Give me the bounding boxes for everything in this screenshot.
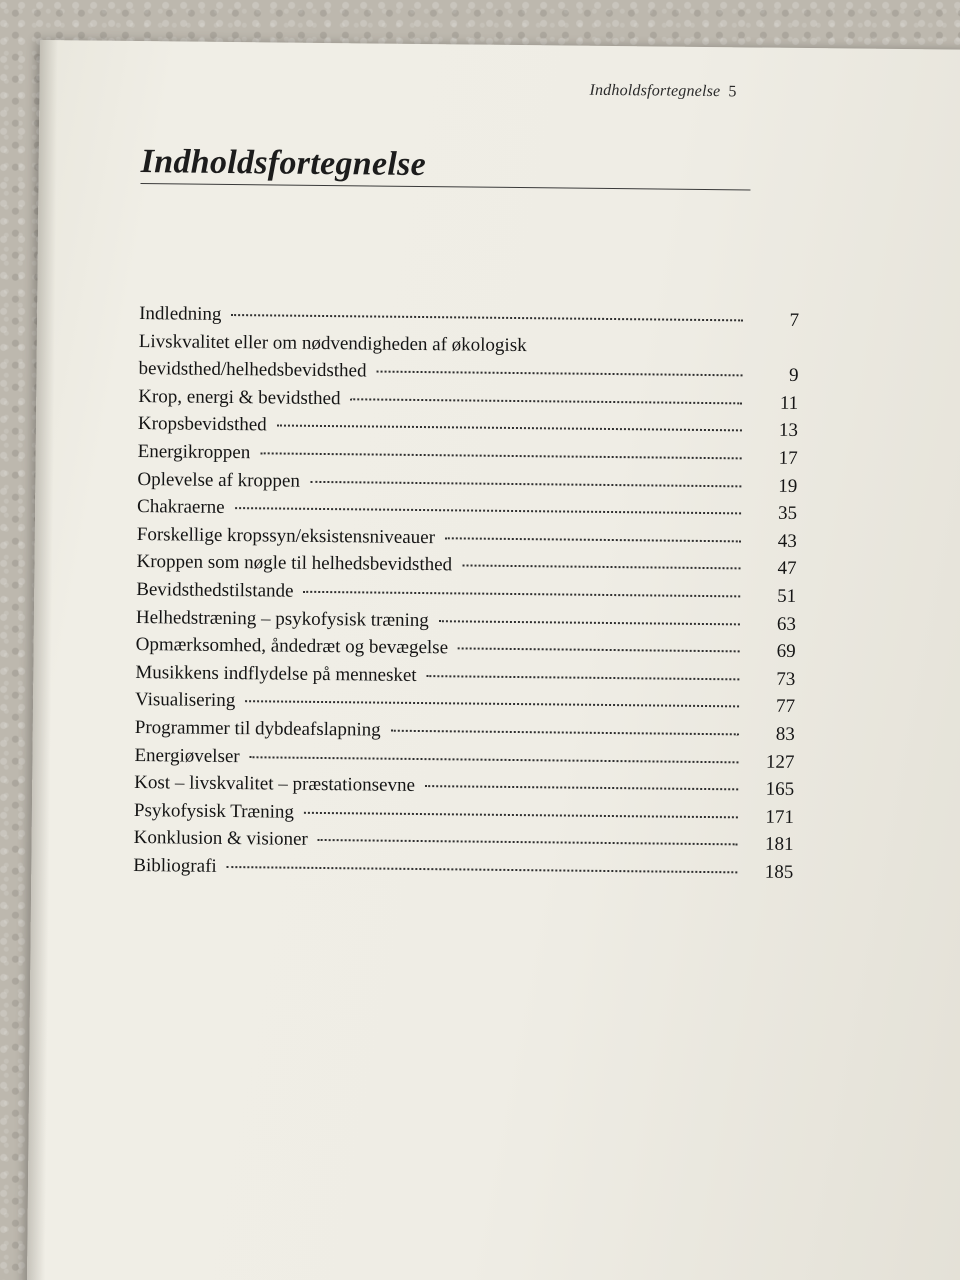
running-head bbox=[589, 82, 736, 102]
toc-dot-leader bbox=[427, 675, 740, 680]
toc-dot-leader bbox=[303, 591, 740, 598]
toc-dot-leader bbox=[537, 347, 743, 349]
page-title: Indholdsfortegnelse bbox=[140, 143, 427, 184]
toc-entry-page-number: 63 bbox=[776, 613, 797, 635]
toc-entry-title: Krop, energi & bevidsthed bbox=[138, 385, 341, 409]
toc-entry-title: Opmærksomhed, åndedræt og bevægelse bbox=[135, 634, 449, 659]
toc-entry-title: Bibliografi bbox=[133, 854, 217, 877]
toc-entry-title: Programmer til dybdeafslapning bbox=[134, 716, 381, 741]
title-rule bbox=[140, 183, 750, 190]
toc-dot-leader bbox=[425, 785, 738, 790]
toc-dot-leader bbox=[439, 620, 740, 625]
toc-dot-leader bbox=[458, 648, 740, 653]
toc-entry-title: Helhedstræning – psykofysisk træning bbox=[135, 606, 429, 631]
toc-entry-title: Kost – livskvalitet – præstationsevne bbox=[134, 772, 416, 797]
toc-dot-leader bbox=[318, 839, 738, 845]
toc-entry-title: Chakraerne bbox=[137, 496, 225, 519]
toc-entry-page-number: 77 bbox=[775, 696, 796, 718]
running-head-page-number: 5 bbox=[728, 83, 737, 101]
toc-dot-leader bbox=[277, 425, 742, 432]
toc-entry-title: Livskvalitet eller om nødvendigheden af økologisk bbox=[138, 330, 527, 356]
toc-dot-leader bbox=[391, 730, 739, 736]
toc-entry-title: Konklusion & visioner bbox=[133, 827, 308, 851]
book-page bbox=[26, 40, 960, 1280]
toc-entry-page-number: 83 bbox=[775, 723, 795, 745]
toc-entry-page-number: 11 bbox=[779, 392, 799, 414]
toc-entry-title: bevidsthed/helhedsbevidsthed bbox=[138, 358, 367, 382]
toc-dot-leader bbox=[260, 452, 741, 459]
toc-dot-leader bbox=[351, 398, 743, 404]
toc-entry-page-number: 13 bbox=[778, 420, 799, 442]
toc-entry-page-number: 43 bbox=[777, 530, 797, 552]
toc-entry-page-number: 171 bbox=[765, 806, 795, 828]
toc-entry-page-number: 35 bbox=[777, 502, 798, 525]
table-of-contents bbox=[133, 303, 799, 889]
toc-dot-leader bbox=[250, 756, 739, 763]
toc-entry-page-number: 9 bbox=[788, 365, 799, 387]
toc-entry-title: Kropsbevidsthed bbox=[137, 413, 267, 436]
toc-entry-page-number: 165 bbox=[765, 778, 795, 801]
toc-dot-leader bbox=[377, 371, 743, 377]
toc-dot-leader bbox=[462, 565, 740, 570]
toc-entry-page-number: 181 bbox=[765, 833, 794, 856]
toc-entry-page-number: 17 bbox=[778, 447, 798, 469]
running-head-title: Indholdsfortegnelse bbox=[589, 81, 721, 101]
toc-entry-title: Indledning bbox=[139, 303, 222, 325]
toc-dot-leader bbox=[310, 480, 741, 487]
toc-entry-page-number: 127 bbox=[765, 751, 795, 773]
toc-entry-title: Kroppen som nøgle til helhedsbevidsthed bbox=[136, 551, 453, 576]
toc-entry-page-number: 19 bbox=[778, 475, 798, 497]
toc-entry-title: Musikkens indflydelse på mennesket bbox=[135, 661, 417, 686]
toc-entry-title: Forskellige kropssyn/eksistensniveauer bbox=[136, 523, 436, 548]
toc-dot-leader bbox=[245, 700, 739, 707]
toc-entry-page-number: 69 bbox=[776, 640, 796, 663]
toc-entry-title: Visualisering bbox=[134, 689, 236, 712]
toc-entry-page-number: 185 bbox=[764, 861, 794, 883]
toc-dot-leader bbox=[235, 507, 741, 514]
page-gutter-shadow bbox=[26, 40, 58, 1280]
toc-entry-page-number: 7 bbox=[789, 309, 800, 331]
toc-dot-leader bbox=[227, 866, 738, 873]
toc-entry-title: Energiøvelser bbox=[134, 744, 240, 767]
toc-dot-leader bbox=[304, 811, 738, 818]
toc-entry bbox=[133, 855, 793, 890]
toc-entry-page-number: 51 bbox=[777, 585, 797, 607]
toc-entry-title: Energikroppen bbox=[137, 441, 251, 464]
toc-entry-page-number: 73 bbox=[776, 668, 796, 690]
toc-entry-title: Psykofysisk Træning bbox=[133, 799, 295, 823]
toc-dot-leader bbox=[231, 314, 743, 321]
toc-entry-title: Oplevelse af kroppen bbox=[137, 468, 301, 492]
toc-dot-leader bbox=[445, 537, 741, 542]
toc-entry-page-number: 47 bbox=[777, 558, 797, 580]
toc-entry-title: Bevidsthedstilstande bbox=[136, 578, 294, 602]
